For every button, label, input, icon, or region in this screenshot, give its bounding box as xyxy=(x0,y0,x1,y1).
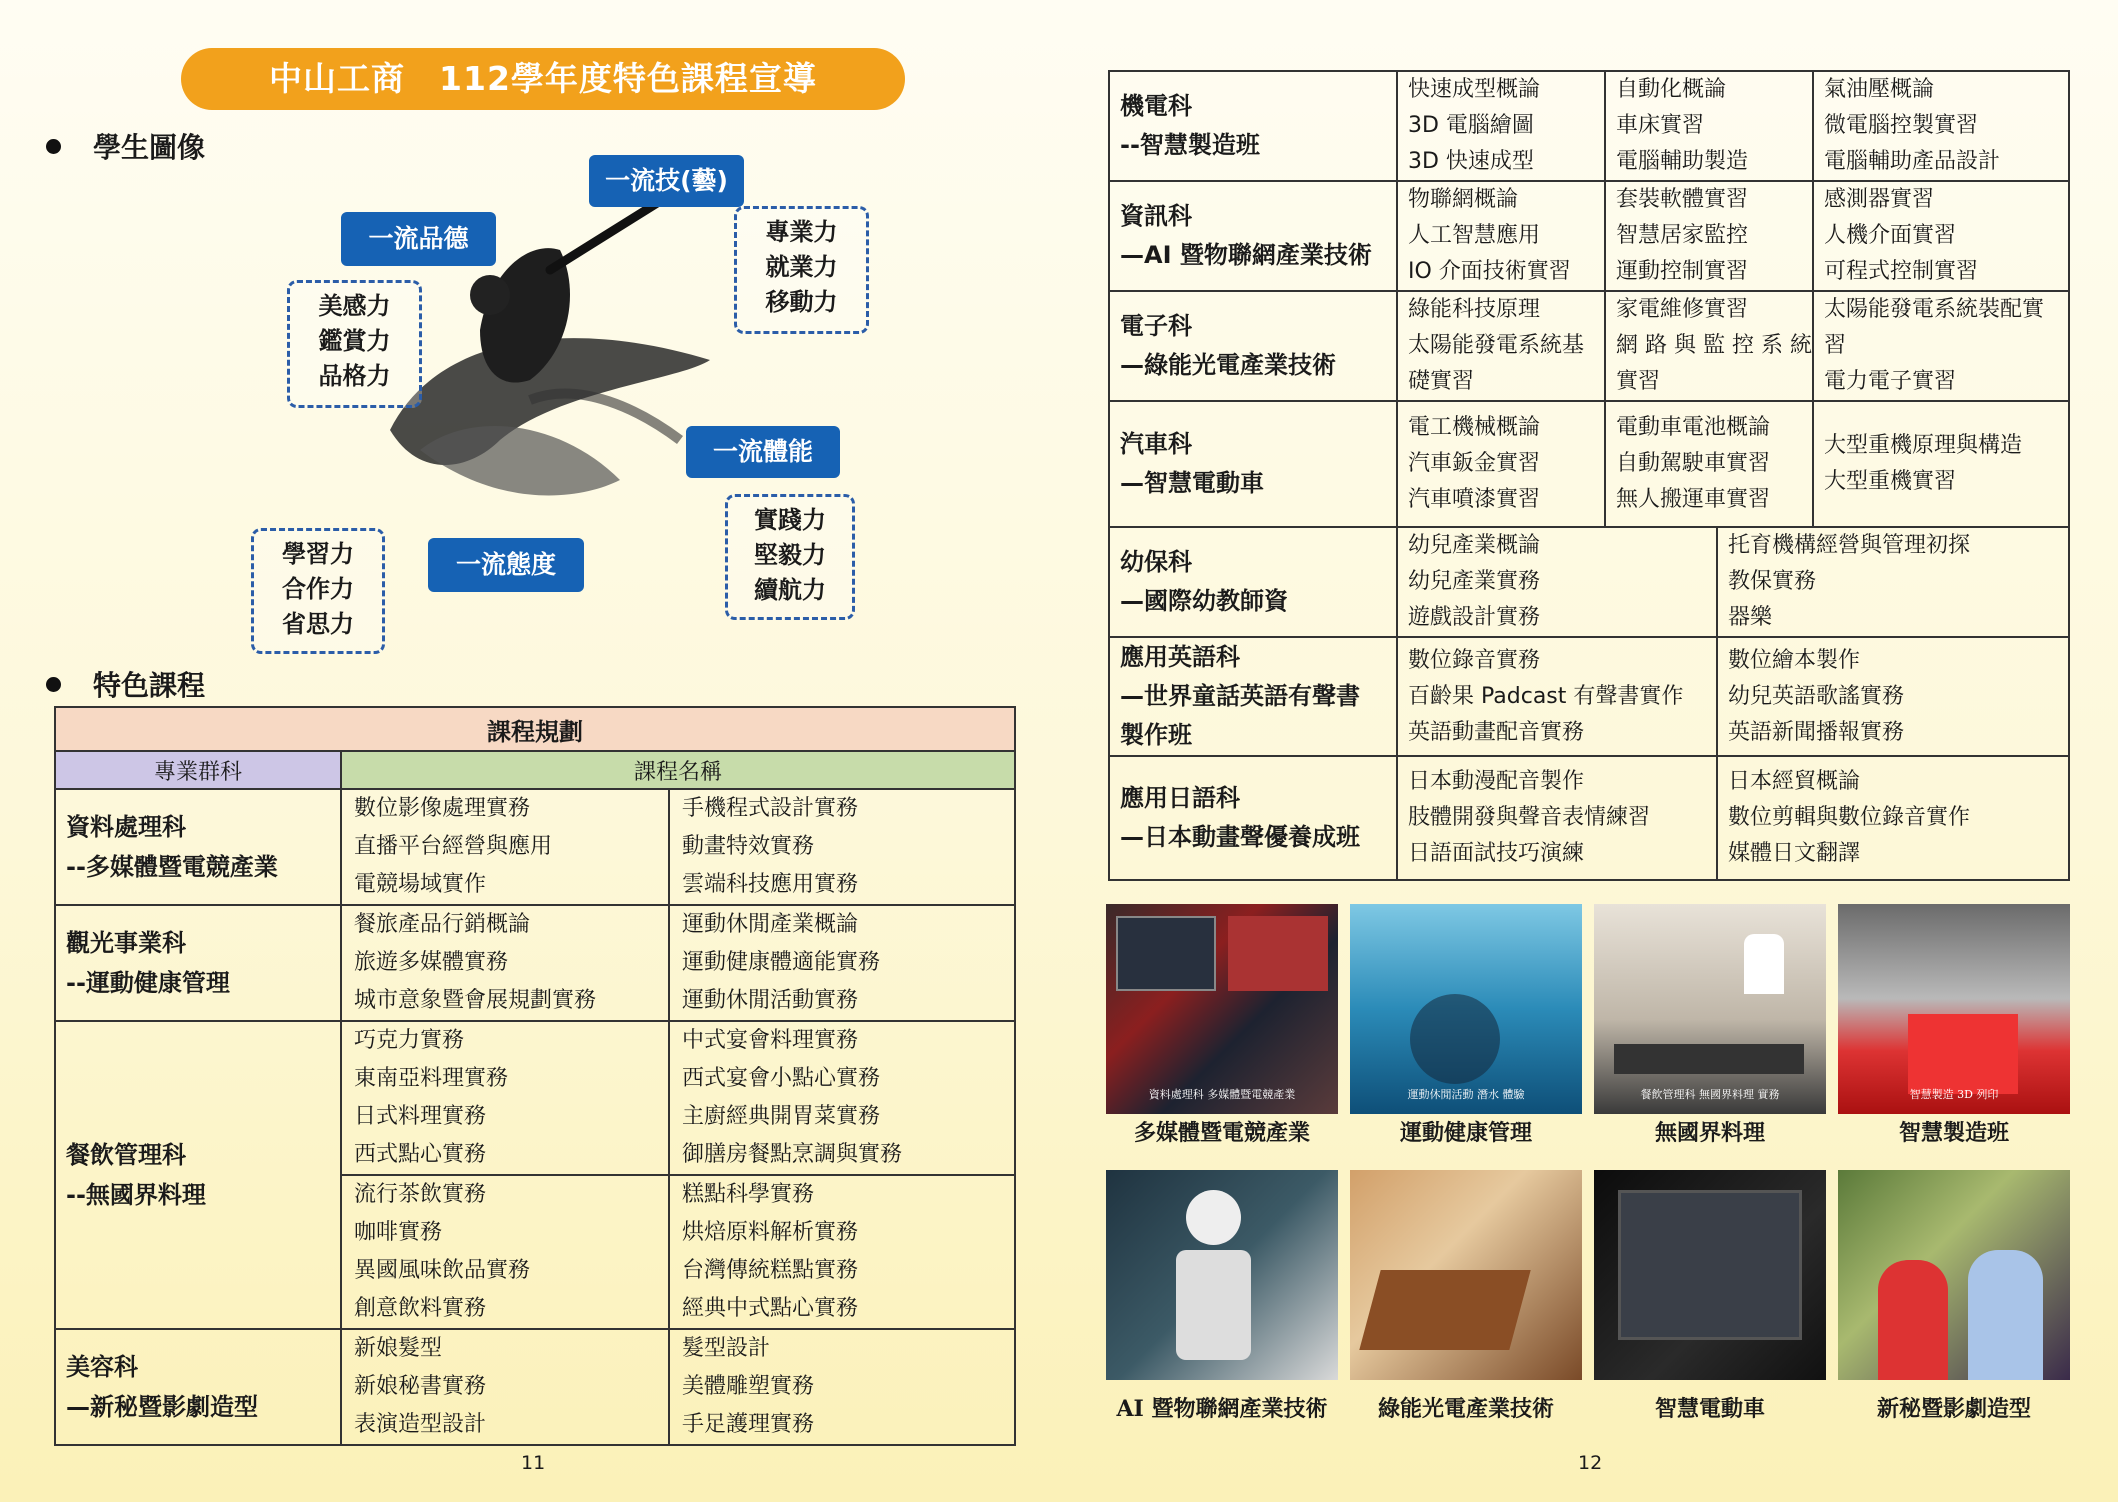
course-cell: 手機程式設計實務 動畫特效實務 雲端科技應用實務 xyxy=(669,789,1015,905)
attitude-traits-box xyxy=(251,528,385,654)
table-title: 課程規劃 xyxy=(55,707,1015,751)
course-cell: 數位繪本製作 幼兒英語歌謠實務 英語新聞播報實務 xyxy=(1717,637,2069,756)
course-cell: 綠能科技原理 太陽能發電系統基 礎實習 xyxy=(1397,291,1605,401)
course-cell: 中式宴會料理實務 西式宴會小點心實務 主廚經典開胃菜實務 御膳房餐點烹調與實務 xyxy=(669,1021,1015,1175)
course-cell: 數位錄音實務 百齡果 Padcast 有聲書實作 英語動畫配音實務 xyxy=(1397,637,1717,756)
course-cell: 數位影像處理實務 直播平台經營與應用 電競場域實作 xyxy=(341,789,669,905)
course-cell: 日本經貿概論 數位剪輯與數位錄音實作 媒體日文翻譯 xyxy=(1717,756,2069,880)
column-header-course: 課程名稱 xyxy=(341,751,1015,789)
table-row xyxy=(1109,401,2069,527)
course-cell: 電工機械概論 汽車鈑金實習 汽車噴漆實習 xyxy=(1397,401,1605,527)
course-cell: 托育機構經營與管理初探 教保實務 器樂 xyxy=(1717,527,2069,637)
trait-text: 實踐力 xyxy=(754,506,826,534)
photo-label: 新秘暨影劇造型 xyxy=(1876,1396,2031,1422)
section-heading-portrait: 學生圖像 xyxy=(46,126,205,166)
robot-photo xyxy=(1106,1170,1338,1380)
course-cell: 自動化概論 車床實習 電腦輔助製造 xyxy=(1605,71,1813,181)
course-cell: 大型重機原理與構造 大型重機實習 xyxy=(1813,401,2069,527)
page-title: 中山工商 112學年度特色課程宣導 xyxy=(181,48,905,110)
photo-label: 多媒體暨電競產業 xyxy=(1133,1120,1310,1146)
table-row xyxy=(55,905,1015,1021)
department-course-table xyxy=(1108,70,2070,881)
diving-photo: 運動休閒活動 潛水 體驗 xyxy=(1350,904,1582,1114)
bullet-icon xyxy=(46,677,61,692)
skill-traits-box xyxy=(734,206,869,334)
course-cell: 新娘髮型 新娘秘書實務 表演造型設計 xyxy=(341,1329,669,1445)
table-row xyxy=(1109,291,2069,401)
column-header-dept: 專業群科 xyxy=(55,751,341,789)
page-number-left: 11 xyxy=(521,1452,546,1474)
dept-cell: 應用英語科 —世界童話英語有聲書 製作班 xyxy=(1109,637,1397,756)
trait-text: 品格力 xyxy=(318,362,391,390)
trait-text: 合作力 xyxy=(282,575,354,603)
table-row xyxy=(1109,756,2069,880)
course-cell: 氣油壓概論 微電腦控製實習 電腦輔助產品設計 xyxy=(1813,71,2069,181)
dept-cell: 餐飲管理科 --無國界料理 xyxy=(55,1021,341,1329)
3d-printer-photo: 智慧製造 3D 列印 xyxy=(1838,904,2070,1114)
dept-cell: 應用日語科 —日本動畫聲優養成班 xyxy=(1109,756,1397,880)
course-cell: 家電維修實習 網 路 與 監 控 系 統 實習 xyxy=(1605,291,1813,401)
trait-text: 續航力 xyxy=(754,576,826,604)
trait-text: 省思力 xyxy=(282,610,354,638)
badge-attitude: 一流態度 xyxy=(428,538,584,592)
dept-cell: 觀光事業科 --運動健康管理 xyxy=(55,905,341,1021)
photo-label: 智慧製造班 xyxy=(1898,1120,2009,1146)
bullet-icon xyxy=(46,139,61,154)
dept-cell: 資訊科 —AI 暨物聯網產業技術 xyxy=(1109,181,1397,291)
photo-label: 智慧電動車 xyxy=(1654,1396,1765,1422)
course-cell: 流行茶飲實務 咖啡實務 異國風味飲品實務 創意飲料實務 xyxy=(341,1175,669,1329)
badge-fitness: 一流體能 xyxy=(686,426,840,478)
course-cell: 感測器實習 人機介面實習 可程式控制實習 xyxy=(1813,181,2069,291)
section-heading-courses: 特色課程 xyxy=(46,664,205,704)
table-row xyxy=(1109,71,2069,181)
course-cell: 電動車電池概論 自動駕駛車實習 無人搬運車實習 xyxy=(1605,401,1813,527)
course-cell: 太陽能發電系統裝配實 習 電力電子實習 xyxy=(1813,291,2069,401)
trait-text: 移動力 xyxy=(765,288,838,316)
dept-cell: 幼保科 —國際幼教師資 xyxy=(1109,527,1397,637)
course-cell: 髮型設計 美體雕塑實務 手足護理實務 xyxy=(669,1329,1015,1445)
course-cell: 日本動漫配音製作 肢體開發與聲音表情練習 日語面試技巧演練 xyxy=(1397,756,1717,880)
trait-text: 美感力 xyxy=(318,292,391,320)
photo-label: 無國界料理 xyxy=(1654,1120,1765,1146)
dept-cell: 電子科 —綠能光電產業技術 xyxy=(1109,291,1397,401)
course-cell: 物聯網概論 人工智慧應用 IO 介面技術實習 xyxy=(1397,181,1605,291)
dept-cell: 美容科 —新秘暨影劇造型 xyxy=(55,1329,341,1445)
trait-text: 專業力 xyxy=(765,218,838,246)
course-plan-table xyxy=(54,706,1016,1446)
morality-traits-box xyxy=(287,280,422,408)
page-number-right: 12 xyxy=(1578,1452,1603,1474)
course-cell: 套裝軟體實習 智慧居家監控 運動控制實習 xyxy=(1605,181,1813,291)
trait-text: 學習力 xyxy=(282,540,354,568)
fitness-traits-box xyxy=(725,494,855,620)
course-cell: 巧克力實務 東南亞料理實務 日式料理實務 西式點心實務 xyxy=(341,1021,669,1175)
course-cell: 糕點科學實務 烘焙原料解析實務 台灣傳統糕點實務 經典中式點心實務 xyxy=(669,1175,1015,1329)
course-cell: 運動休閒產業概論 運動健康體適能實務 運動休閒活動實務 xyxy=(669,905,1015,1021)
badge-morality: 一流品德 xyxy=(341,212,496,266)
table-row xyxy=(55,1021,1015,1175)
table-row xyxy=(1109,527,2069,637)
photo-label: 綠能光電產業技術 xyxy=(1377,1396,1554,1422)
trait-text: 鑑賞力 xyxy=(318,327,391,355)
course-cell: 餐旅產品行銷概論 旅遊多媒體實務 城市意象暨會展規劃實務 xyxy=(341,905,669,1021)
badge-skill: 一流技(藝) xyxy=(589,155,744,207)
cooking-photo: 餐飲管理科 無國界料理 實務 xyxy=(1594,904,1826,1114)
trait-text: 就業力 xyxy=(765,253,838,281)
trait-text: 堅毅力 xyxy=(754,541,826,569)
course-cell: 幼兒產業概論 幼兒產業實務 遊戲設計實務 xyxy=(1397,527,1717,637)
photo-label: AI 暨物聯網產業技術 xyxy=(1116,1396,1328,1422)
photo-label: 運動健康管理 xyxy=(1399,1120,1532,1146)
solar-panel-photo xyxy=(1350,1170,1582,1380)
table-row xyxy=(1109,637,2069,756)
table-row xyxy=(55,1329,1015,1445)
dept-cell: 機電科 --智慧製造班 xyxy=(1109,71,1397,181)
table-row xyxy=(55,789,1015,905)
course-cell: 快速成型概論 3D 電腦繪圖 3D 快速成型 xyxy=(1397,71,1605,181)
table-row xyxy=(1109,181,2069,291)
dept-cell: 汽車科 —智慧電動車 xyxy=(1109,401,1397,527)
dept-cell: 資料處理科 --多媒體暨電競產業 xyxy=(55,789,341,905)
ev-screen-photo xyxy=(1594,1170,1826,1380)
esports-photo: 資料處理科 多媒體暨電競產業 xyxy=(1106,904,1338,1114)
costume-photo xyxy=(1838,1170,2070,1380)
